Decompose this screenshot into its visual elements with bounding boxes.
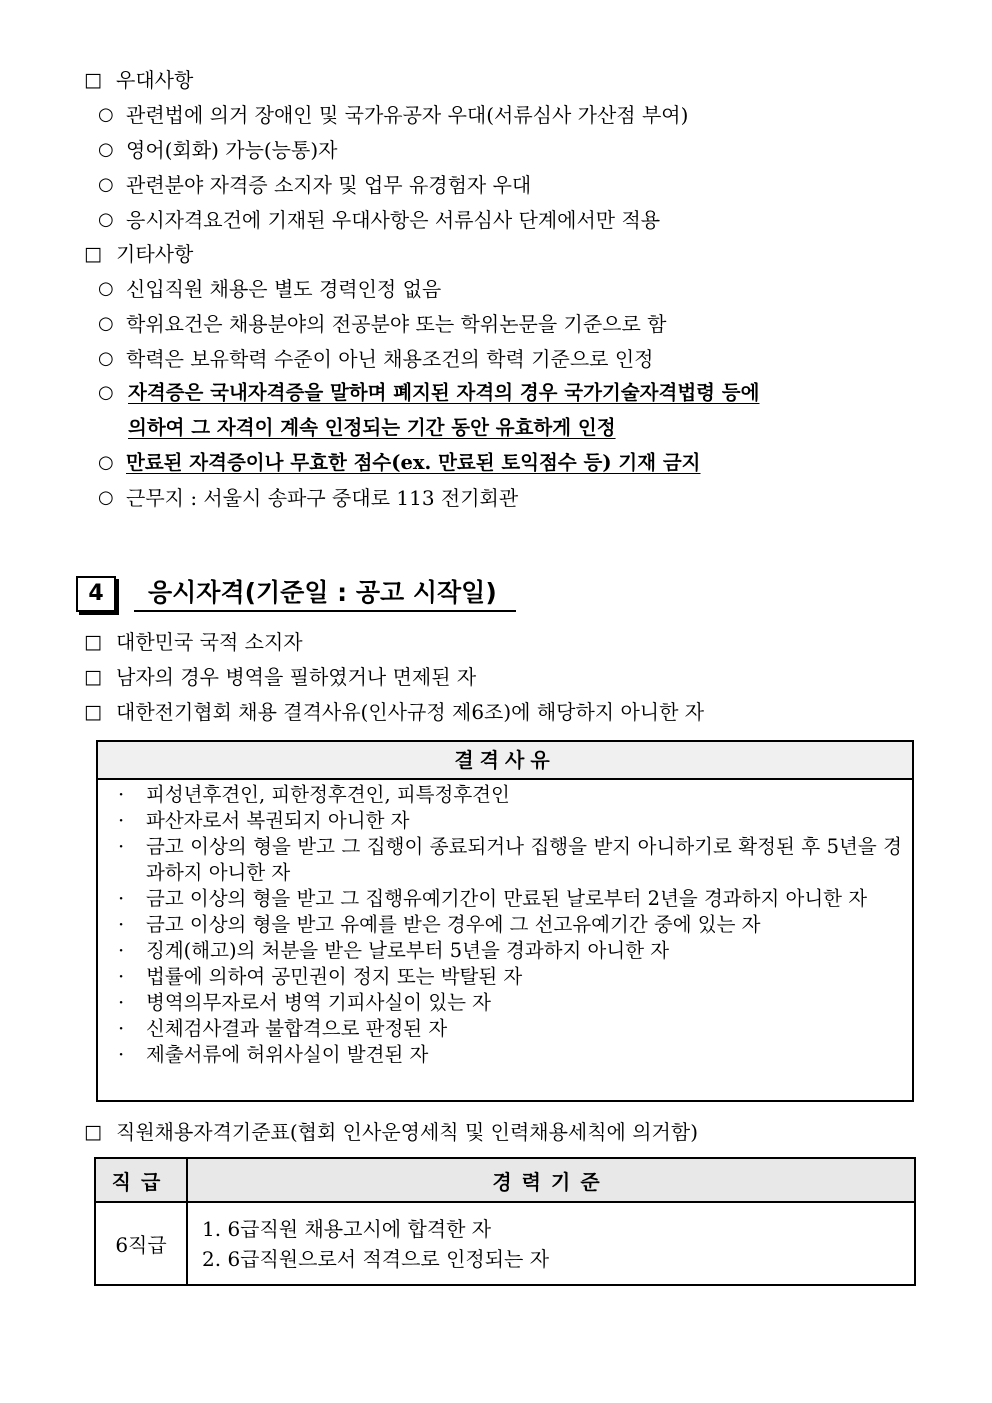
disqualification-box xyxy=(96,740,914,1102)
circle-bullet-icon: ○ xyxy=(98,348,114,369)
disqualification-item xyxy=(98,1042,912,1068)
criteria-column-header: 경력기준 xyxy=(187,1158,915,1202)
disqualification-item xyxy=(98,886,912,912)
circle-bullet-icon: ○ xyxy=(98,139,114,160)
circle-bullet-icon: ○ xyxy=(98,313,114,334)
criteria-line: 2. 6급직원으로서 적격으로 인정되는 자 xyxy=(202,1246,550,1271)
disqualification-item xyxy=(98,938,912,964)
expired-cert-notice: 만료된 자격증이나 무효한 점수(ex. 만료된 토익점수 등) 기재 금지 xyxy=(126,451,701,474)
criteria-line: 1. 6급직원 채용고시에 합격한 자 xyxy=(202,1216,492,1241)
circle-bullet-icon: ○ xyxy=(98,487,114,508)
other-item: 신입직원 채용은 별도 경력인정 없음 xyxy=(126,277,442,301)
dot-bullet-icon: · xyxy=(118,835,125,858)
disqualification-item xyxy=(98,912,912,938)
square-bullet-icon: □ xyxy=(84,701,102,723)
preference-item: 관련법에 의거 장애인 및 국가유공자 우대(서류심사 가산점 부여) xyxy=(126,103,689,127)
certificate-notice-line1: 자격증은 국내자격증을 말하며 폐지된 자격의 경우 국가기술자격법령 등에 xyxy=(128,381,760,404)
table-header-row xyxy=(95,1158,915,1202)
disqualification-item xyxy=(98,964,912,990)
grade-column-header: 직급 xyxy=(95,1158,187,1202)
disqualification-text: 법률에 의하여 공민권이 정지 또는 박탈된 자 xyxy=(146,965,523,988)
qualification-item: 대한민국 국적 소지자 xyxy=(116,630,303,654)
square-bullet-icon: □ xyxy=(84,243,102,265)
disqualification-text: 피성년후견인, 피한정후견인, 피특정후견인 xyxy=(146,783,510,806)
dot-bullet-icon: · xyxy=(118,1043,125,1066)
preference-heading: 우대사항 xyxy=(116,68,194,92)
square-bullet-icon: □ xyxy=(84,69,102,91)
preference-item: 응시자격요건에 기재된 우대사항은 서류심사 단계에서만 적용 xyxy=(126,208,661,232)
disqualification-item xyxy=(98,1016,912,1042)
section-number: 4 xyxy=(76,576,116,612)
square-bullet-icon: □ xyxy=(84,631,102,653)
workplace: 근무지 : 서울시 송파구 중대로 113 전기회관 xyxy=(126,486,519,510)
circle-bullet-icon: ○ xyxy=(98,209,114,230)
disqualification-list xyxy=(98,782,912,1068)
disqualification-text: 병역의무자로서 병역 기피사실이 있는 자 xyxy=(146,991,492,1014)
circle-bullet-icon: ○ xyxy=(98,382,114,403)
qualification-item: 남자의 경우 병역을 필하였거나 면제된 자 xyxy=(116,665,477,689)
disqualification-item xyxy=(98,808,912,834)
certificate-notice-line2: 의하여 그 자격이 계속 인정되는 기간 동안 유효하게 인정 xyxy=(128,416,616,439)
dot-bullet-icon: · xyxy=(118,783,125,806)
disqualification-text: 제출서류에 허위사실이 발견된 자 xyxy=(146,1043,429,1066)
standards-heading: 직원채용자격기준표(협회 인사운영세칙 및 인력채용세칙에 의거함) xyxy=(116,1120,698,1144)
circle-bullet-icon: ○ xyxy=(98,278,114,299)
dot-bullet-icon: · xyxy=(118,1017,125,1040)
disqualification-text: 파산자로서 복권되지 아니한 자 xyxy=(146,809,410,832)
dot-bullet-icon: · xyxy=(118,991,125,1014)
square-bullet-icon: □ xyxy=(84,666,102,688)
other-item: 학위요건은 채용분야의 전공분야 또는 학위논문을 기준으로 함 xyxy=(126,312,667,336)
standards-table xyxy=(94,1157,916,1286)
disqualification-header: 결격사유 xyxy=(98,742,912,780)
disqualification-text: 금고 이상의 형을 받고 유예를 받은 경우에 그 선고유예기간 중에 있는 자 xyxy=(146,913,761,936)
other-item: 학력은 보유학력 수준이 아닌 채용조건의 학력 기준으로 인정 xyxy=(126,347,654,371)
disqualification-text: 신체검사결과 불합격으로 판정된 자 xyxy=(146,1017,448,1040)
disqualification-text: 금고 이상의 형을 받고 그 집행유예기간이 만료된 날로부터 2년을 경과하지 아니한 자 xyxy=(146,887,868,910)
dot-bullet-icon: · xyxy=(118,809,125,832)
circle-bullet-icon: ○ xyxy=(98,452,114,473)
disqualification-item xyxy=(98,782,912,808)
preference-item: 영어(회화) 가능(능통)자 xyxy=(126,138,338,162)
criteria-cell xyxy=(187,1202,915,1285)
disqualification-item xyxy=(98,990,912,1016)
qualification-item: 대한전기협회 채용 결격사유(인사규정 제6조)에 해당하지 아니한 자 xyxy=(116,700,705,724)
disqualification-text: 금고 이상의 형을 받고 그 집행이 종료되거나 집행을 받지 아니하기로 확정된 후 5년을 경과하지 아니한 자 xyxy=(146,835,902,884)
section-title: 응시자격(기준일 : 공고 시작일) xyxy=(134,576,516,612)
other-heading: 기타사항 xyxy=(116,242,194,266)
circle-bullet-icon: ○ xyxy=(98,174,114,195)
disqualification-text: 징계(해고)의 처분을 받은 날로부터 5년을 경과하지 아니한 자 xyxy=(146,939,670,962)
dot-bullet-icon: · xyxy=(118,965,125,988)
dot-bullet-icon: · xyxy=(118,939,125,962)
dot-bullet-icon: · xyxy=(118,913,125,936)
square-bullet-icon: □ xyxy=(84,1121,102,1143)
circle-bullet-icon: ○ xyxy=(98,104,114,125)
table-row xyxy=(95,1202,915,1285)
preference-item: 관련분야 자격증 소지자 및 업무 유경험자 우대 xyxy=(126,173,532,197)
dot-bullet-icon: · xyxy=(118,887,125,910)
disqualification-item xyxy=(98,834,912,886)
grade-cell: 6직급 xyxy=(95,1202,187,1285)
